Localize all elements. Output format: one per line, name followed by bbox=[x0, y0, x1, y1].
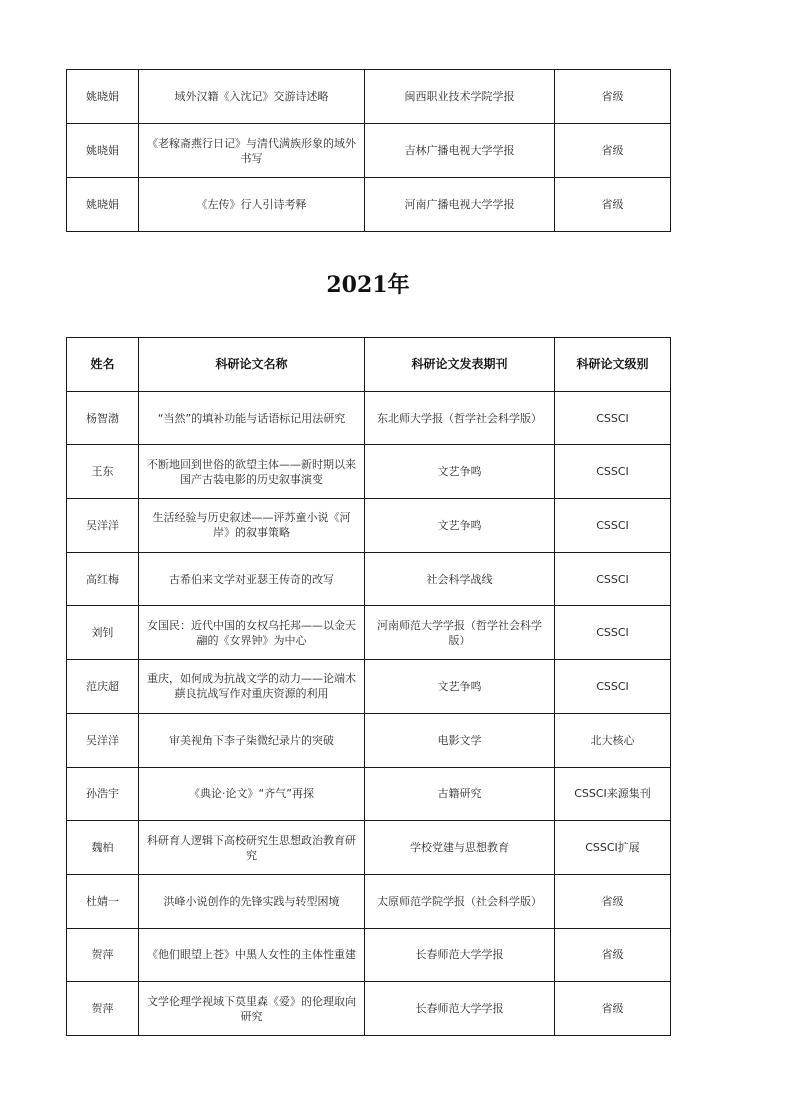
header-journal: 科研论文发表期刊 bbox=[365, 338, 555, 392]
paper-title-cell: 文学伦理学视域下莫里森《爱》的伦理取向研究 bbox=[139, 982, 365, 1036]
table-row bbox=[67, 874, 671, 928]
level-cell: CSSCI来源集刊 bbox=[555, 767, 671, 821]
journal-cell: 东北师大学报（哲学社会科学版） bbox=[365, 391, 555, 445]
author-cell: 杜婧一 bbox=[67, 874, 139, 928]
table-row bbox=[67, 445, 671, 499]
table-row bbox=[67, 982, 671, 1036]
paper-title-cell: 重庆，如何成为抗战文学的动力——论端木蕻良抗战写作对重庆资源的利用 bbox=[139, 660, 365, 714]
author-cell: 刘钊 bbox=[67, 606, 139, 660]
level-cell: CSSCI bbox=[555, 499, 671, 553]
level-cell: 北大核心 bbox=[555, 713, 671, 767]
header-level: 科研论文级别 bbox=[555, 338, 671, 392]
level-cell: 省级 bbox=[555, 70, 671, 124]
table-row bbox=[67, 928, 671, 982]
table-row bbox=[67, 499, 671, 553]
table-row bbox=[67, 767, 671, 821]
table-row bbox=[67, 391, 671, 445]
paper-title-cell: 生活经验与历史叙述——评苏童小说《河岸》的叙事策略 bbox=[139, 499, 365, 553]
level-cell: 省级 bbox=[555, 928, 671, 982]
journal-cell: 文艺争鸣 bbox=[365, 445, 555, 499]
header-title: 科研论文名称 bbox=[139, 338, 365, 392]
journal-cell: 社会科学战线 bbox=[365, 552, 555, 606]
level-cell: 省级 bbox=[555, 124, 671, 178]
author-cell: 贺萍 bbox=[67, 928, 139, 982]
journal-cell: 文艺争鸣 bbox=[365, 499, 555, 553]
table-row bbox=[67, 70, 671, 124]
author-cell: 姚晓娟 bbox=[67, 70, 139, 124]
paper-title-cell: 古希伯来文学对亚瑟王传奇的改写 bbox=[139, 552, 365, 606]
author-cell: 姚晓娟 bbox=[67, 124, 139, 178]
table-row bbox=[67, 606, 671, 660]
journal-cell: 闽西职业技术学院学报 bbox=[365, 70, 555, 124]
level-cell: 省级 bbox=[555, 874, 671, 928]
level-cell: CSSCI bbox=[555, 391, 671, 445]
paper-title-cell: 《典论·论文》“齐气”再探 bbox=[139, 767, 365, 821]
level-cell: 省级 bbox=[555, 178, 671, 232]
author-cell: 姚晓娟 bbox=[67, 178, 139, 232]
author-cell: 王东 bbox=[67, 445, 139, 499]
table-row bbox=[67, 660, 671, 714]
journal-cell: 长春师范大学学报 bbox=[365, 928, 555, 982]
author-cell: 孙浩宇 bbox=[67, 767, 139, 821]
table-row bbox=[67, 178, 671, 232]
paper-title-cell: 女国民：近代中国的女权乌托邦——以金天翮的《女界钟》为中心 bbox=[139, 606, 365, 660]
author-cell: 高红梅 bbox=[67, 552, 139, 606]
author-cell: 贺萍 bbox=[67, 982, 139, 1036]
paper-title-cell: 《他们眼望上苍》中黑人女性的主体性重建 bbox=[139, 928, 365, 982]
journal-cell: 太原师范学院学报（社会科学版） bbox=[365, 874, 555, 928]
paper-title-cell: 洪峰小说创作的先锋实践与转型困境 bbox=[139, 874, 365, 928]
journal-cell: 古籍研究 bbox=[365, 767, 555, 821]
level-cell: CSSCI bbox=[555, 445, 671, 499]
table-row bbox=[67, 124, 671, 178]
table-header-row bbox=[67, 338, 671, 392]
journal-cell: 学校党建与思想教育 bbox=[365, 821, 555, 875]
papers-table-2021 bbox=[66, 337, 671, 1036]
paper-title-cell: 审美视角下李子柒微纪录片的突破 bbox=[139, 713, 365, 767]
paper-title-cell: 域外汉籍《入沈记》交游诗述略 bbox=[139, 70, 365, 124]
paper-title-cell: 《老稼斋燕行日记》与清代满族形象的域外书写 bbox=[139, 124, 365, 178]
level-cell: 省级 bbox=[555, 982, 671, 1036]
header-name: 姓名 bbox=[67, 338, 139, 392]
papers-table-previous-year bbox=[66, 69, 671, 232]
author-cell: 杨智渤 bbox=[67, 391, 139, 445]
paper-title-cell: 不断地回到世俗的欲望主体——新时期以来国产古装电影的历史叙事演变 bbox=[139, 445, 365, 499]
table-row bbox=[67, 821, 671, 875]
paper-title-cell: 《左传》行人引诗考释 bbox=[139, 178, 365, 232]
level-cell: CSSCI bbox=[555, 552, 671, 606]
table-row bbox=[67, 713, 671, 767]
author-cell: 魏柏 bbox=[67, 821, 139, 875]
journal-cell: 文艺争鸣 bbox=[365, 660, 555, 714]
level-cell: CSSCI扩展 bbox=[555, 821, 671, 875]
author-cell: 范庆超 bbox=[67, 660, 139, 714]
level-cell: CSSCI bbox=[555, 660, 671, 714]
journal-cell: 长春师范大学学报 bbox=[365, 982, 555, 1036]
journal-cell: 河南师范大学学报（哲学社会科学版） bbox=[365, 606, 555, 660]
journal-cell: 河南广播电视大学学报 bbox=[365, 178, 555, 232]
paper-title-cell: 科研育人逻辑下高校研究生思想政治教育研究 bbox=[139, 821, 365, 875]
paper-title-cell: “当然”的填补功能与话语标记用法研究 bbox=[139, 391, 365, 445]
author-cell: 吴洋洋 bbox=[67, 713, 139, 767]
year-heading: 2021年 bbox=[326, 272, 410, 298]
journal-cell: 吉林广播电视大学学报 bbox=[365, 124, 555, 178]
author-cell: 吴洋洋 bbox=[67, 499, 139, 553]
journal-cell: 电影文学 bbox=[365, 713, 555, 767]
level-cell: CSSCI bbox=[555, 606, 671, 660]
table-row bbox=[67, 552, 671, 606]
